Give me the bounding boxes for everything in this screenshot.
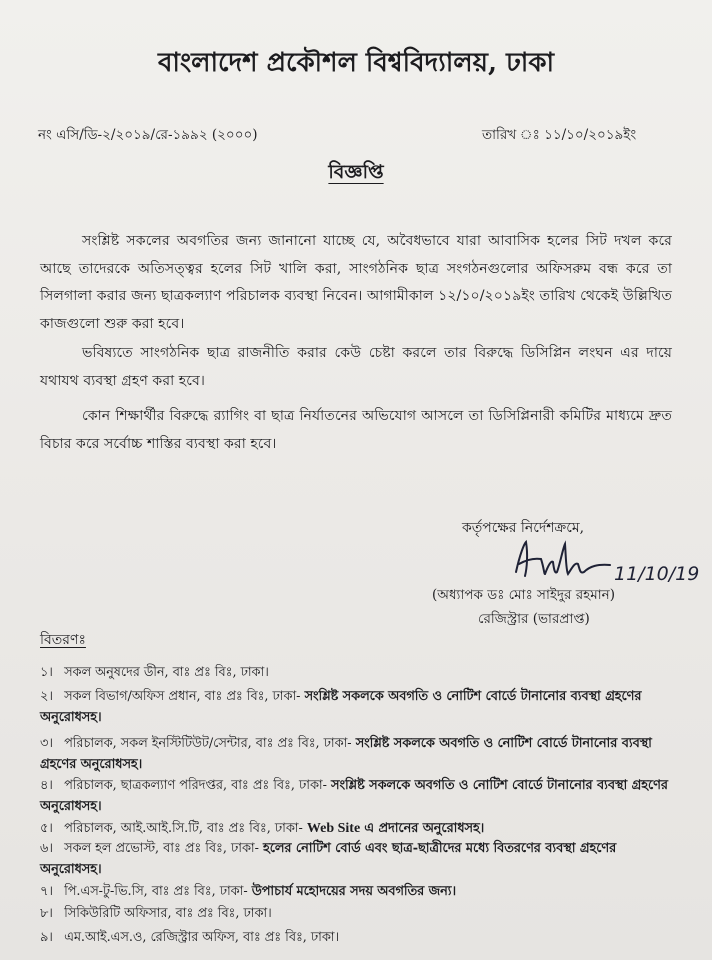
notice-heading-text: বিজ্ঞপ্তি: [328, 161, 384, 183]
notice-paragraph-1: সংশ্লিষ্ট সকলের অবগতির জন্য জানানো যাচ্ছে যে, অবৈধভাবে যারা আবাসিক হলের সিট দখল করে আছে তাদেরকে অতিসত্ত্বর হলের সিট খালি করা, সাংগঠনিক ছাত্র সংগঠনগুলোর অফিসরুম বন্ধ করে তা সিলগালা করার জন্য ছাত্রকল্যাণ পরিচালক ব্যবস্থা নিবেন। আগামীকাল ১২/১০/২০১৯ইং তারিখ থেকেই উল্লিখিত কাজগুলো শুরু করা হবে।: [40, 233, 672, 332]
notice-paragraph-2: ভবিষ্যতে সাংগঠনিক ছাত্র রাজনীতি করার কেউ চেষ্টা করলে তার বিরুদ্ধে ডিসিপ্লিন লংঘন এর দায়ে যথাযথ ব্যবস্থা গ্রহণ করা হবে।: [40, 345, 672, 389]
item-recipient: পি.এস-টু-ভি.সি, বাঃ প্রঃ বিঃ, ঢাকা-: [64, 884, 248, 899]
item-instruction: হলের নোটিশ বোর্ড এবং ছাত্র-ছাত্রীদের মধ্যে বিতরণের ব্যবস্থা গ্রহণের অনুরোধসহ।: [40, 841, 617, 877]
distribution-item: [40, 881, 680, 902]
memo-number: নং এসি/ডি-২/২০১৯/রে-১৯৯২ (২০০০): [38, 127, 258, 143]
item-number: ৩।: [40, 736, 53, 751]
item-recipient: পরিচালক, ছাত্রকল্যাণ পরিদপ্তর, বাঃ প্রঃ বিঃ, ঢাকা-: [64, 778, 327, 793]
item-number: ২।: [40, 689, 53, 704]
item-recipient: এম.আই.এস.ও, রেজিস্ট্রার অফিস, বাঃ প্রঃ বিঃ, ঢাকা।: [64, 930, 340, 945]
issue-date: তারিখ ঃ ১১/১০/২০১৯ইং: [482, 127, 637, 143]
item-number: ৯।: [40, 930, 53, 945]
signatory-designation: রেজিস্ট্রার (ভারপ্রাপ্ত): [478, 611, 590, 627]
item-recipient: সকল অনুষদের ডীন, বাঃ প্রঃ বিঃ, ঢাকা।: [64, 665, 269, 680]
university-title: বাংলাদেশ প্রকৌশল বিশ্ববিদ্যালয়, ঢাকা: [157, 48, 555, 78]
item-number: ৪।: [40, 778, 53, 793]
item-recipient: সিকিউরিটি অফিসার, বাঃ প্রঃ বিঃ, ঢাকা।: [64, 906, 272, 921]
item-instruction: সংশ্লিষ্ট সকলকে অবগতি ও নোটিশ বোর্ডে টানানোর ব্যবস্থা গ্রহণের অনুরোধসহ।: [40, 778, 668, 814]
item-number: ১।: [40, 665, 53, 680]
authority-line: কর্তৃপক্ষের নির্দেশক্রমে,: [462, 520, 585, 536]
item-number: ৬।: [40, 841, 53, 856]
distribution-item: [40, 903, 680, 924]
item-number: ৮।: [40, 906, 53, 921]
distribution-item: [40, 662, 680, 683]
item-instruction: সংশ্লিষ্ট সকলকে অবগতি ও নোটিশ বোর্ডে টানানোর ব্যবস্থা গ্রহণের অনুরোধসহ।: [40, 736, 652, 772]
distribution-item: [40, 927, 680, 948]
distribution-item: [40, 838, 680, 880]
item-recipient: সকল বিভাগ/অফিস প্রধান, বাঃ প্রঃ বিঃ, ঢাকা-: [64, 689, 301, 704]
item-number: ৭।: [40, 884, 53, 899]
item-recipient: পরিচালক, সকল ইনস্টিটিউট/সেন্টার, বাঃ প্রঃ বিঃ, ঢাকা-: [64, 736, 352, 751]
distribution-item: [40, 818, 680, 839]
signature-stroke: [516, 542, 610, 576]
signatory-name: (অধ্যাপক ডঃ মোঃ সাইদুর রহমান): [432, 587, 615, 603]
handwritten-signature: [508, 534, 700, 590]
distribution-item: [40, 686, 680, 728]
item-recipient: পরিচালক, আই.আই.সি.টি, বাঃ প্রঃ বিঃ, ঢাকা-: [64, 821, 303, 836]
item-web-site: Web Site: [306, 821, 361, 836]
signature-date: 11/10/19: [614, 563, 700, 585]
notice-paragraph-3: কোন শিক্ষার্থীর বিরুদ্ধে র‍্যাগিং বা ছাত্র নির্যাতনের অভিযোগ আসলে তা ডিসিপ্লিনারী কমিটির মাধ্যমে দ্রুত বিচার করে সর্বোচ্চ শাস্তির ব্যবস্থা করা হবে।: [40, 408, 672, 452]
item-recipient: সকল হল প্রভোস্ট, বাঃ প্রঃ বিঃ, ঢাকা-: [64, 841, 259, 856]
notice-heading: [0, 158, 712, 190]
distribution-label: বিতরণঃ: [40, 632, 86, 648]
item-number: ৫।: [40, 821, 53, 836]
distribution-item: [40, 775, 680, 817]
item-instruction: সংশ্লিষ্ট সকলকে অবগতি ও নোটিশ বোর্ডে টানানোর ব্যবস্থা গ্রহণের অনুরোধসহ।: [40, 689, 642, 725]
distribution-item: [40, 733, 680, 775]
item-instruction: উপাচার্য মহোদয়ের সদয় অবগতির জন্য।: [251, 884, 457, 899]
item-instruction: এ প্রদানের অনুরোধসহ।: [364, 821, 485, 836]
